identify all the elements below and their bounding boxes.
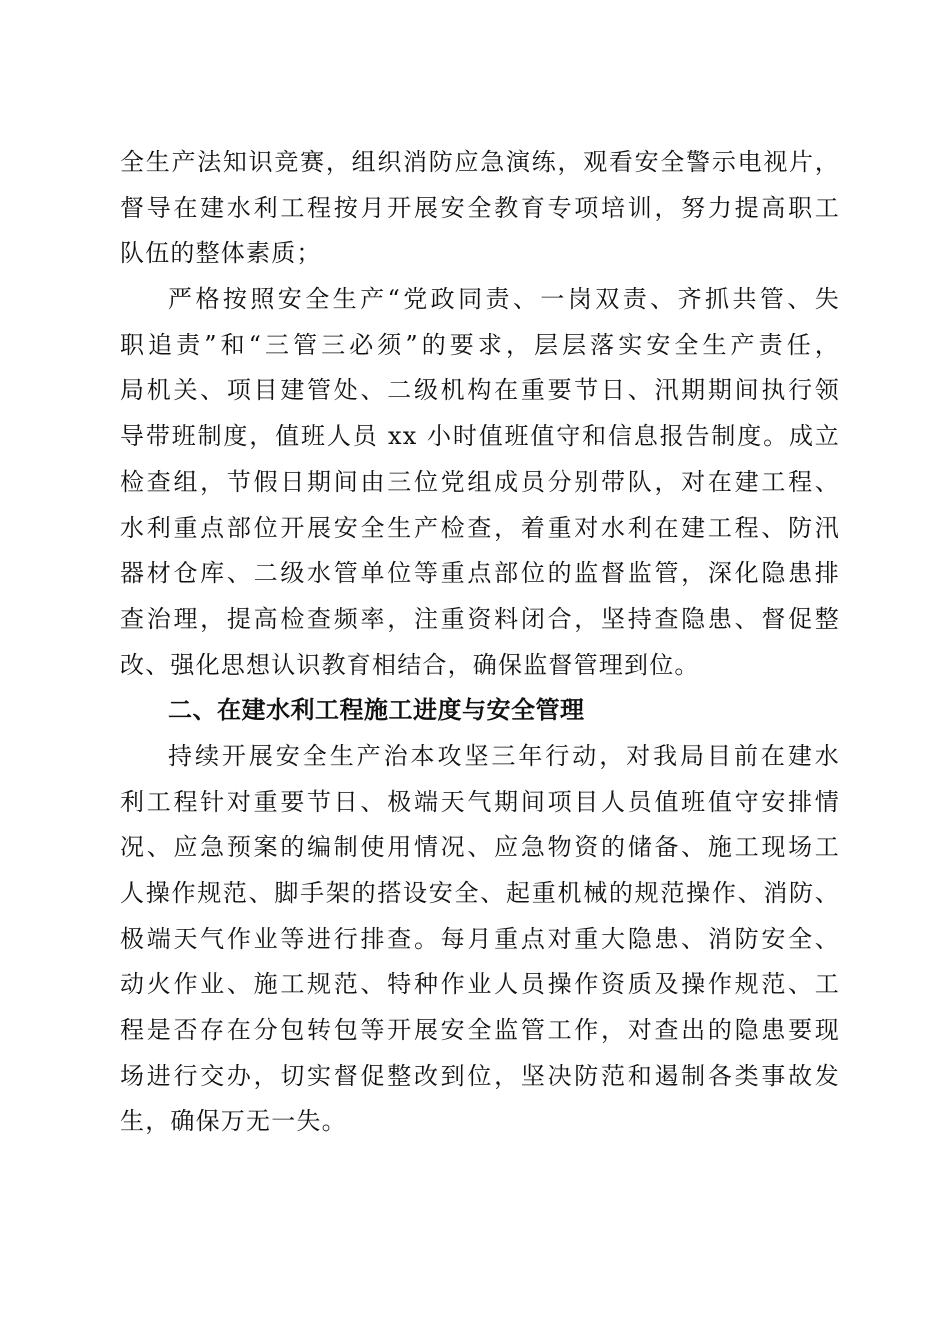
paragraph-line: 督导在建水利工程按月开展安全教育专项培训，努力提高职工 (120, 193, 840, 222)
paragraph-line: 队伍的整体素质； (120, 239, 322, 268)
paragraph-line: 程是否存在分包转包等开展安全监管工作，对查出的隐患要现 (120, 1016, 840, 1045)
paragraph-line: 持续开展安全生产治本攻坚三年行动，对我局目前在建水 (168, 741, 840, 770)
document-body (120, 140, 840, 1145)
paragraph-line: 职追责”和“三管三必须”的要求，层层落实安全生产责任， (120, 330, 840, 359)
paragraph-line: 查治理，提高检查频率，注重资料闭合，坚持查隐患、督促整 (120, 604, 840, 633)
paragraph-line: 检查组，节假日期间由三位党组成员分别带队，对在建工程、 (120, 467, 840, 496)
paragraph-line: 全生产法知识竞赛，组织消防应急演练，观看安全警示电视片， (120, 148, 840, 176)
paragraph-line: 改、强化思想认识教育相结合，确保监督管理到位。 (120, 650, 700, 679)
paragraph-line: 利工程针对重要节日、极端天气期间项目人员值班值守安排情 (120, 787, 840, 816)
paragraph-line: 水利重点部位开展安全生产检查，着重对水利在建工程、防汛 (120, 513, 840, 542)
paragraph-line: 场进行交办，切实督促整改到位，坚决防范和遏制各类事故发 (120, 1061, 840, 1090)
section-heading: 二、在建水利工程施工进度与安全管理 (168, 696, 585, 725)
paragraph-line: 极端天气作业等进行排查。每月重点对重大隐患、消防安全、 (120, 924, 840, 953)
paragraph-line: 严格按照安全生产“党政同责、一岗双责、齐抓共管、失 (168, 285, 840, 314)
paragraph-line: 人操作规范、脚手架的搭设安全、起重机械的规范操作、消防、 (120, 879, 840, 907)
paragraph-line: 况、应急预案的编制使用情况、应急物资的储备、施工现场工 (120, 833, 840, 862)
paragraph-line: 导带班制度，值班人员 xx 小时值班值守和信息报告制度。成立 (120, 422, 840, 451)
paragraph-line: 局机关、项目建管处、二级机构在重要节日、汛期期间执行领 (120, 376, 840, 405)
paragraph-line: 动火作业、施工规范、特种作业人员操作资质及操作规范、工 (120, 970, 840, 999)
paragraph-line: 生，确保万无一失。 (120, 1107, 347, 1136)
paragraph-line: 器材仓库、二级水管单位等重点部位的监督监管，深化隐患排 (120, 559, 840, 588)
